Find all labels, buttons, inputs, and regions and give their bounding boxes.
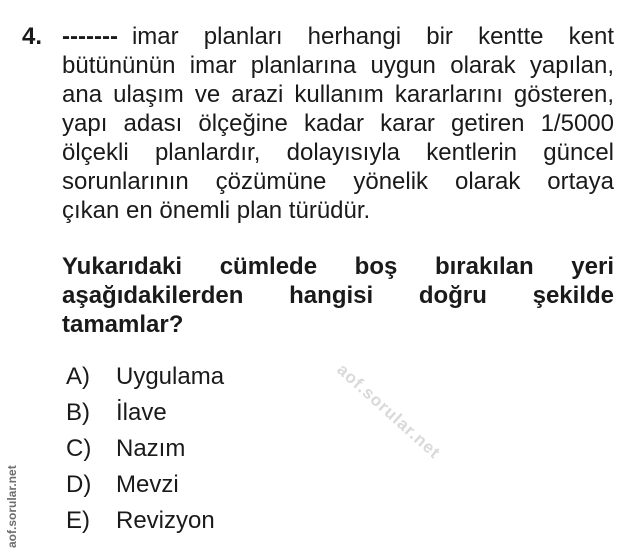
question-number: 4. (22, 23, 43, 50)
option-text: Revizyon (116, 507, 215, 534)
question-prompt (62, 252, 614, 339)
prompt-line-1: Yukarıdaki cümlede boş bırakılan yeri (62, 253, 614, 280)
option-letter: E) (66, 507, 90, 534)
option-letter: A) (66, 363, 90, 390)
option-text: İlave (116, 399, 167, 426)
blank-marker: ------- (62, 23, 118, 50)
stem-line-4: yapı adası ölçeğine kadar karar getiren 1/5000 (62, 110, 614, 137)
stem-line-6: sorunlarının çözümüne yönelik olarak ortaya (62, 168, 614, 195)
answer-options (66, 359, 224, 539)
option-text: Mevzi (116, 471, 179, 498)
prompt-line-2: aşağıdakilerden hangisi doğru şekilde (62, 282, 614, 309)
option-text: Uygulama (116, 363, 225, 390)
stem-line-2: bütününün imar planlarına uygun olarak yapılan, (62, 52, 614, 79)
option-letter: D) (66, 471, 92, 498)
stem-line-1 (62, 22, 614, 51)
option-b[interactable] (66, 395, 224, 431)
option-text: Nazım (116, 435, 186, 462)
stem-line-5: ölçekli planlardır, dolayısıyla kentlerin güncel (62, 139, 614, 166)
stem-line-1-text: imar planları herhangi bir kentte kent (131, 23, 614, 50)
option-c[interactable] (66, 431, 224, 467)
option-d[interactable] (66, 467, 224, 503)
question-stem (62, 22, 614, 225)
watermark-side: aof.sorular.net (5, 465, 19, 548)
option-e[interactable] (66, 503, 224, 539)
stem-line-3: ana ulaşım ve arazi kullanım kararlarını gösteren, (62, 81, 614, 108)
prompt-line-3: tamamlar? (62, 311, 184, 338)
stem-line-7: çıkan en önemli plan türüdür. (62, 197, 371, 224)
option-letter: C) (66, 435, 92, 462)
watermark-diagonal: aof.sorular.net (333, 360, 445, 463)
option-a[interactable] (66, 359, 224, 395)
option-letter: B) (66, 399, 90, 426)
